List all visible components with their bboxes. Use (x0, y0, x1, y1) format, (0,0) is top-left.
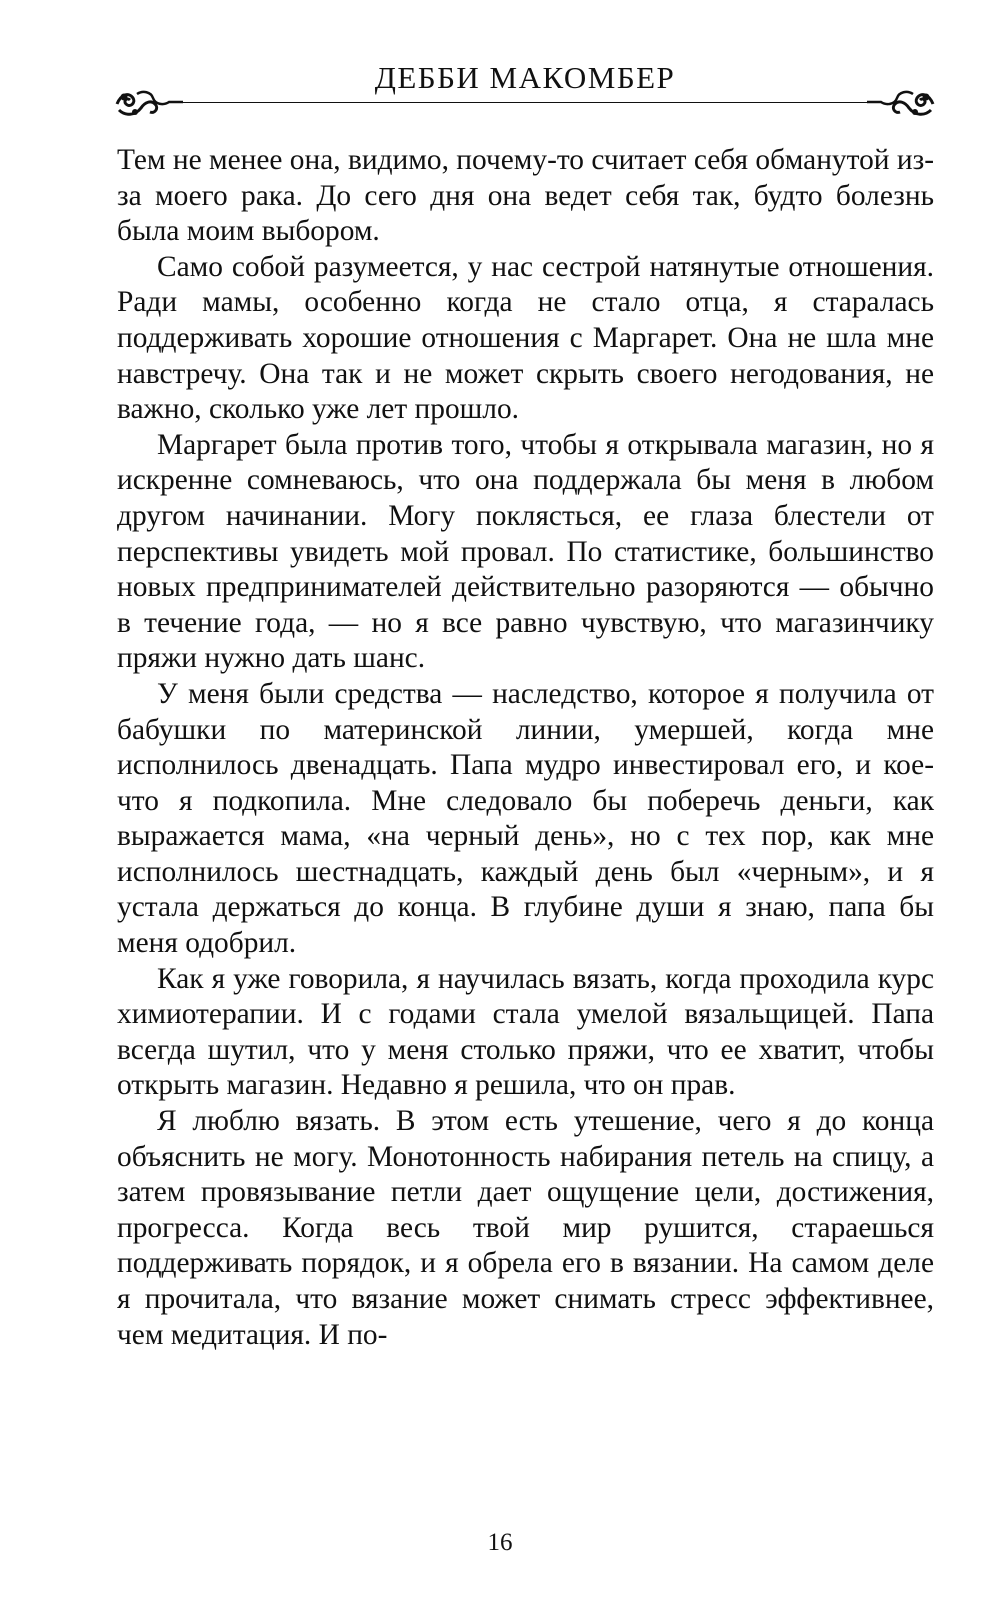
floral-scroll-ornament-icon (865, 86, 935, 120)
paragraph: Я люблю вязать. В этом есть утешение, чего я до конца объяснить не могу. Монотонность набирания петель на спицу, а затем провязывание петли дает ощущение цели, достижения, прогресса. Когда весь твой мир рушится, стараешься поддерживать порядок, и я обрела его в вязании. На самом деле я прочитала, что вязание может снимать стресс эффективнее, чем медитация. И по- (117, 1105, 934, 1351)
running-header-title: ДЕББИ МАКОМБЕР (374, 60, 676, 95)
page-number: 16 (487, 1529, 513, 1556)
paragraph: Маргарет была против того, чтобы я открывала магазин, но я искренне сомневаюсь, что она поддержала бы меня в любом другом начинании. Могу поклясться, ее глаза блестели от перспективы увидеть мой провал. По статистике, большинство новых предпринимателей действительно разоряются — обычно в течение года, — но я все равно чувствую, что магазинчику пряжи нужно дать шанс. (117, 428, 934, 675)
running-header-rule (175, 102, 875, 103)
body-text (117, 143, 934, 1353)
paragraph: Как я уже говорила, я научилась вязать, когда проходила курс химиотерапии. И с годами стала умелой вязальщицей. Папа всегда шутил, что у меня столько пряжи, что ее хватит, чтобы открыть магазин. Недавно я решила, что он прав. (117, 962, 934, 1102)
paragraph: У меня были средства — наследство, которое я получила от бабушки по материнской линии, умершей, когда мне исполнилось двенадцать. Папа мудро инвестировал его, и кое-что я подкопила. Мне следовало бы поберечь деньги, как выражается мама, «на черный день», но с тех пор, как мне исполнилось шестнадцать, каждый день был «черным», и я устала держаться до конца. В глубине души я знаю, папа бы меня одобрил. (117, 677, 934, 960)
running-header (115, 60, 935, 120)
paragraph: Само собой разумеется, у нас сестрой натянутые отношения. Ради мамы, особенно когда не стало отца, я старалась поддерживать хорошие отношения с Маргарет. Она не шла мне навстречу. Она так и не может скрыть своего негодования, не важно, сколько уже лет прошло. (117, 250, 934, 426)
paragraph: Тем не менее она, видимо, почему-то считает себя обманутой из-за моего рака. До сего дня она ведет себя так, будто болезнь была моим выбором. (117, 144, 934, 248)
